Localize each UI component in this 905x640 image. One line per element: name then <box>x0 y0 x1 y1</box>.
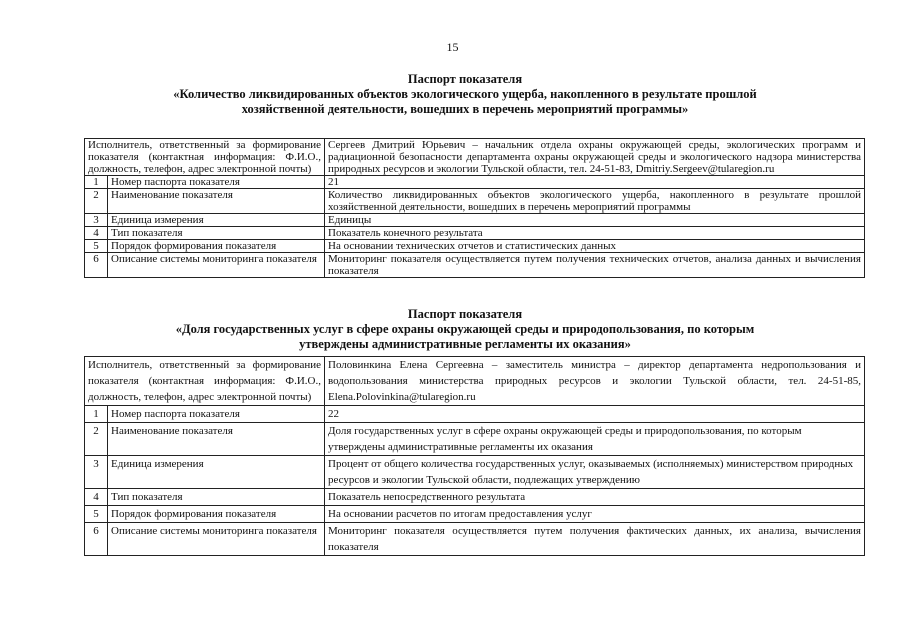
row-number: 1 <box>85 406 108 423</box>
row-value: Количество ликвидированных объектов экологического ущерба, накопленного в результате прошлой хозяйственной деятельности, вошедших в перечень мероприятий программы <box>325 189 865 214</box>
row-value: Доля государственных услуг в сфере охраны окружающей среды и природопользования, по которым утверждены административные регламенты их оказания <box>325 423 865 456</box>
row-number: 2 <box>85 189 108 214</box>
passport-2-table <box>84 356 865 556</box>
row-label: Описание системы мониторинга показателя <box>108 523 325 556</box>
row-label: Порядок формирования показателя <box>108 506 325 523</box>
row-label: Наименование показателя <box>108 423 325 456</box>
row-label: Тип показателя <box>108 227 325 240</box>
row-number: 5 <box>85 506 108 523</box>
passport-2-title <box>80 307 850 352</box>
row-number: 1 <box>85 176 108 189</box>
passport-2-indicator-name-line-2: утверждены административные регламенты их оказания» <box>299 337 631 351</box>
passport-1-indicator-name-line-1: «Количество ликвидированных объектов экологического ущерба, накопленного в результате прошлой <box>173 87 757 101</box>
responsible-label: Исполнитель, ответственный за формирование показателя (контактная информация: Ф.И.О., должность, телефон, адрес электронной почты) <box>85 357 325 406</box>
row-number: 6 <box>85 253 108 278</box>
passport-2-indicator-name-line-1: «Доля государственных услуг в сфере охраны окружающей среды и природопользования, по которым <box>175 322 755 336</box>
row-value: Мониторинг показателя осуществляется путем получения технических отчетов, анализа данных и вычисления показателя <box>325 253 865 278</box>
page-number: 15 <box>446 40 459 54</box>
responsible-label: Исполнитель, ответственный за формирование показателя (контактная информация: Ф.И.О., должность, телефон, адрес электронной почты) <box>85 139 325 176</box>
table-row <box>85 523 865 556</box>
row-label: Номер паспорта показателя <box>108 176 325 189</box>
row-value: Процент от общего количества государственных услуг, оказываемых (исполняемых) министерством природных ресурсов и экологии Тульской области, подлежащих утверждению <box>325 456 865 489</box>
table-row <box>85 357 865 406</box>
row-number: 4 <box>85 489 108 506</box>
row-value: Показатель конечного результата <box>325 227 865 240</box>
row-number: 3 <box>85 456 108 489</box>
row-value: 21 <box>325 176 865 189</box>
row-label: Номер паспорта показателя <box>108 406 325 423</box>
row-label: Тип показателя <box>108 489 325 506</box>
table-row <box>85 139 865 176</box>
row-value: На основании технических отчетов и статистических данных <box>325 240 865 253</box>
table-row <box>85 189 865 214</box>
row-value: Показатель непосредственного результата <box>325 489 865 506</box>
passport-1-heading: Паспорт показателя <box>407 72 523 86</box>
passport-2-heading: Паспорт показателя <box>407 307 523 321</box>
row-label: Единица измерения <box>108 456 325 489</box>
row-label: Описание системы мониторинга показателя <box>108 253 325 278</box>
row-number: 2 <box>85 423 108 456</box>
row-number: 6 <box>85 523 108 556</box>
row-number: 5 <box>85 240 108 253</box>
passport-1-title <box>80 72 850 117</box>
table-row <box>85 227 865 240</box>
table-row <box>85 214 865 227</box>
passport-1-table <box>84 138 865 278</box>
table-row <box>85 176 865 189</box>
row-value: На основании расчетов по итогам предоставления услуг <box>325 506 865 523</box>
table-row <box>85 489 865 506</box>
responsible-value: Сергеев Дмитрий Юрьевич – начальник отдела охраны окружающей среды, экологических программ и радиационной безопасности департамента охраны окружающей среды и экологического надзора министерства природных ресурсов и экологии Тульской области, тел. 24-51-83, Dmitriy.Sergeev@tularegion.ru <box>325 139 865 176</box>
responsible-value: Половинкина Елена Сергеевна – заместитель министра – директор департамента недропользования и водопользования министерства природных ресурсов и экологии Тульской области, тел. 24-51-85, Elena.Polovinkina@tularegion.ru <box>325 357 865 406</box>
table-row <box>85 240 865 253</box>
row-value: Мониторинг показателя осуществляется путем получения фактических данных, их анализа, вычисления показателя <box>325 523 865 556</box>
row-number: 4 <box>85 227 108 240</box>
table-row <box>85 456 865 489</box>
row-label: Наименование показателя <box>108 189 325 214</box>
table-row <box>85 506 865 523</box>
row-value: Единицы <box>325 214 865 227</box>
row-label: Порядок формирования показателя <box>108 240 325 253</box>
table-row <box>85 406 865 423</box>
row-number: 3 <box>85 214 108 227</box>
table-row <box>85 253 865 278</box>
passport-1-indicator-name-line-2: хозяйственной деятельности, вошедших в перечень мероприятий программы» <box>241 102 689 116</box>
row-label: Единица измерения <box>108 214 325 227</box>
table-row <box>85 423 865 456</box>
row-value: 22 <box>325 406 865 423</box>
